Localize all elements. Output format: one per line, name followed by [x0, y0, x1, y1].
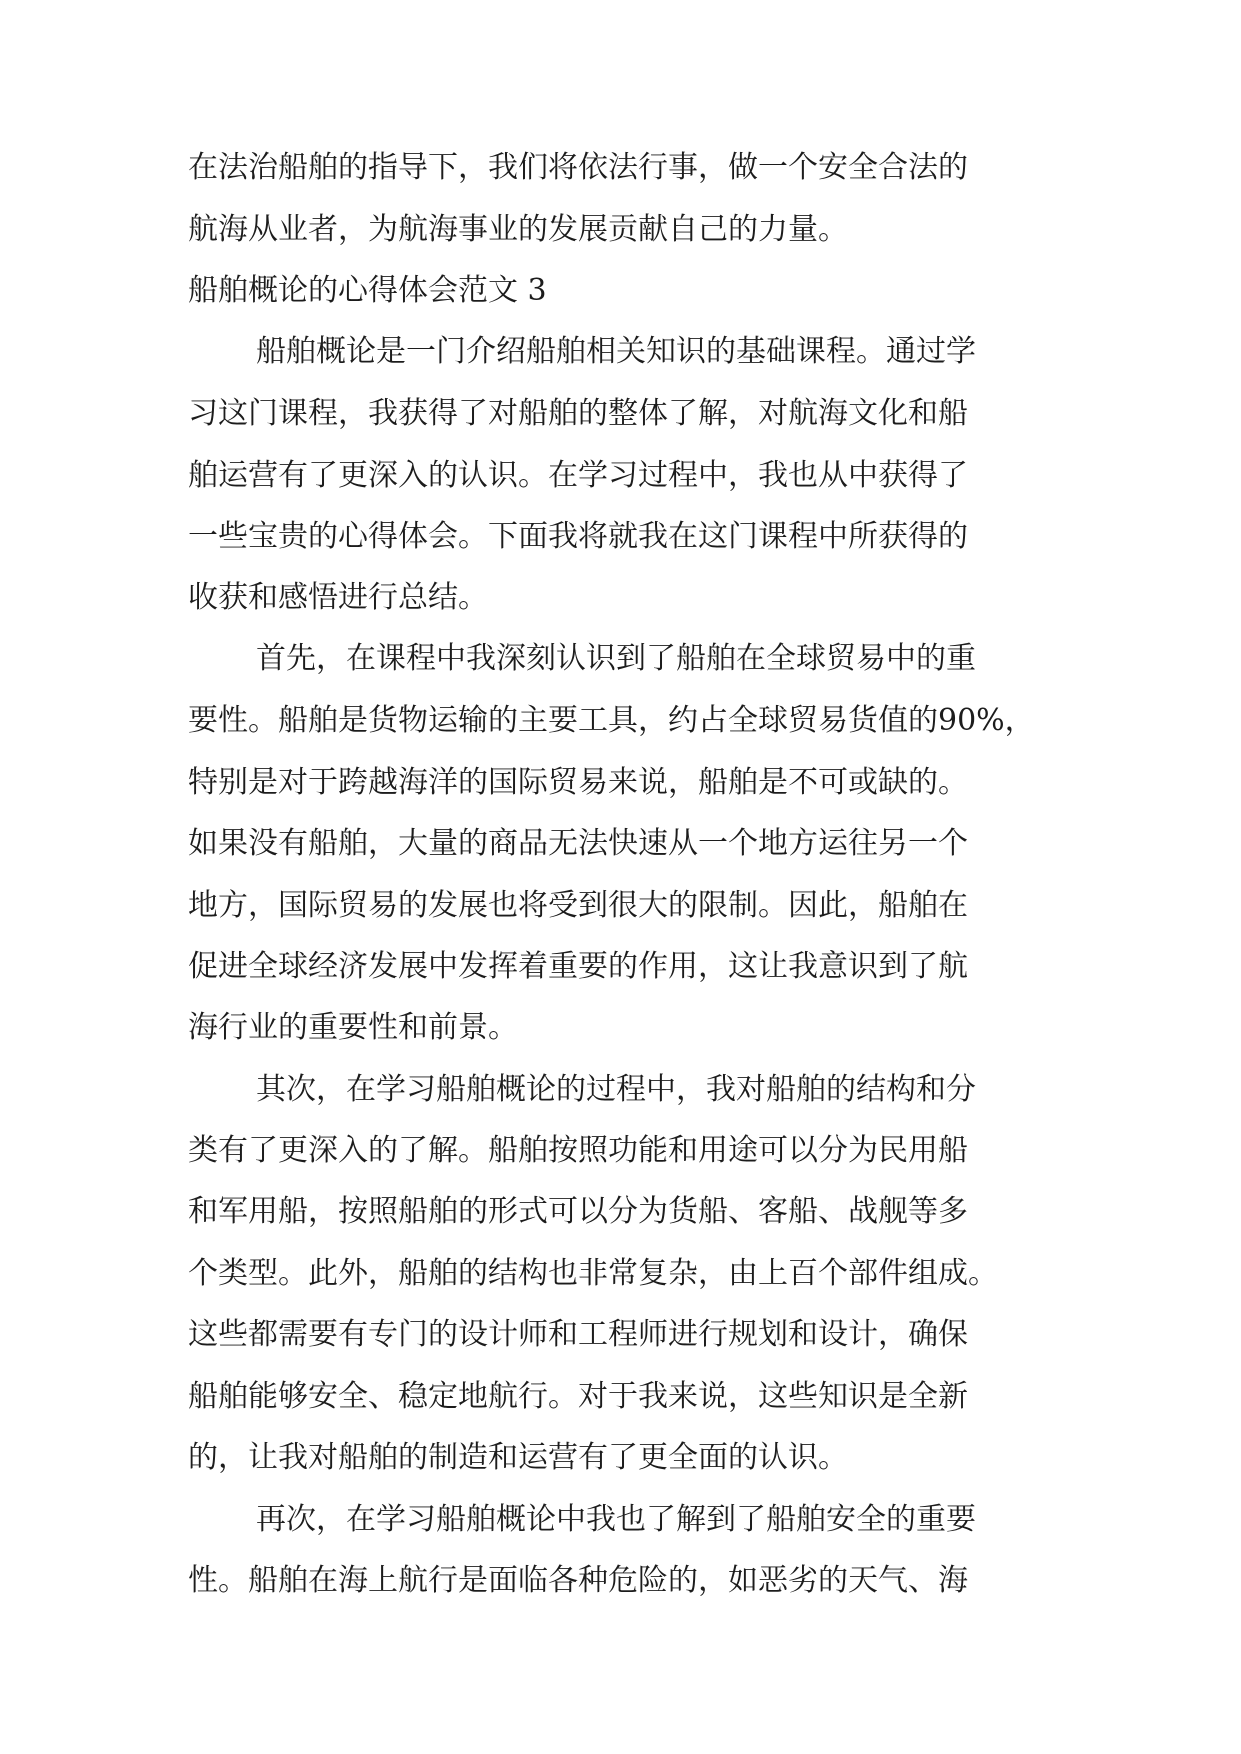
text-line: 舶运营有了更深入的认识。在学习过程中，我也从中获得了 — [188, 458, 968, 493]
section-heading: 船舶概论的心得体会范文 3 — [188, 273, 547, 308]
text-line: 首先，在课程中我深刻认识到了船舶在全球贸易中的重 — [256, 641, 976, 676]
text-line: 海行业的重要性和前景。 — [188, 1010, 518, 1045]
text-line: 船舶概论是一门介绍船舶相关知识的基础课程。通过学 — [256, 334, 976, 369]
text-line: 的，让我对船舶的制造和运营有了更全面的认识。 — [188, 1440, 848, 1475]
text-line: 在法治船舶的指导下，我们将依法行事，做一个安全合法的 — [188, 150, 968, 185]
text-line: 这些都需要有专门的设计师和工程师进行规划和设计，确保 — [188, 1317, 968, 1352]
text-line: 再次，在学习船舶概论中我也了解到了船舶安全的重要 — [256, 1502, 976, 1537]
text-line: 习这门课程，我获得了对船舶的整体了解，对航海文化和船 — [188, 396, 968, 431]
text-line: 类有了更深入的了解。船舶按照功能和用途可以分为民用船 — [188, 1133, 968, 1168]
text-line: 航海从业者，为航海事业的发展贡献自己的力量。 — [188, 212, 848, 247]
text-line: 地方，国际贸易的发展也将受到很大的限制。因此，船舶在 — [188, 888, 968, 923]
text-line: 其次，在学习船舶概论的过程中，我对船舶的结构和分 — [256, 1072, 976, 1107]
text-line: 特别是对于跨越海洋的国际贸易来说，船舶是不可或缺的。 — [188, 765, 968, 800]
text-line: 船舶能够安全、稳定地航行。对于我来说，这些知识是全新 — [188, 1379, 968, 1414]
text-line: 要性。船舶是货物运输的主要工具，约占全球贸易货值的90%， — [188, 703, 1035, 738]
text-line: 个类型。此外，船舶的结构也非常复杂，由上百个部件组成。 — [188, 1256, 998, 1291]
text-line: 一些宝贵的心得体会。下面我将就我在这门课程中所获得的 — [188, 519, 968, 554]
text-line: 促进全球经济发展中发挥着重要的作用，这让我意识到了航 — [188, 949, 968, 984]
text-line: 性。船舶在海上航行是面临各种危险的，如恶劣的天气、海 — [188, 1563, 968, 1598]
text-line: 如果没有船舶，大量的商品无法快速从一个地方运往另一个 — [188, 826, 968, 861]
text-line: 和军用船，按照船舶的形式可以分为货船、客船、战舰等多 — [188, 1194, 968, 1229]
text-line: 收获和感悟进行总结。 — [188, 580, 488, 615]
